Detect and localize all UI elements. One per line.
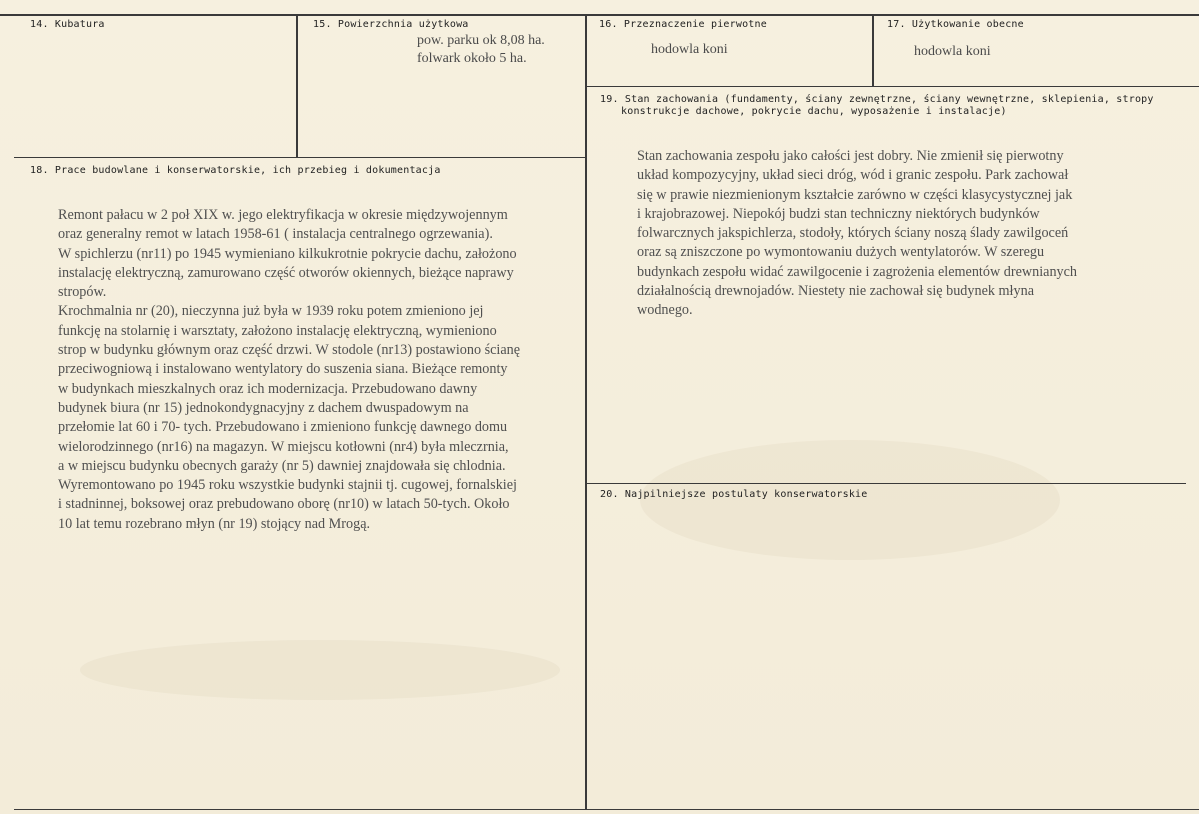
field-18-line: instalację elektryczną, zamurowano część otworów okiennych, bieżące naprawy bbox=[58, 264, 514, 281]
field-19-line: układ kompozycyjny, układ sieci dróg, wód i granic zespołu. Park zachował bbox=[637, 167, 1069, 184]
center-divider bbox=[585, 14, 587, 810]
field-20-label: 20. Najpilniejsze postulaty konserwatorskie bbox=[600, 489, 868, 500]
field-15-value-line1: pow. parku ok 8,08 ha. bbox=[417, 33, 545, 48]
field-18-line: Remont pałacu w 2 poł XIX w. jego elektryfikacja w okresie międzywojennym bbox=[58, 207, 508, 223]
field-15-value-line2: folwark około 5 ha. bbox=[417, 51, 527, 66]
field-19-line: działalnością drewnojadów. Niestety nie zachował się budynek młyna bbox=[637, 283, 1034, 300]
field-18-line: i stadninnej, boksowej oraz prebudowano oborę (nr10) w latach 50-tych. Około bbox=[58, 496, 510, 513]
field-18-line: budynek biura (nr 15) jednokondygnacyjny z dachem dwuspadowym na bbox=[58, 399, 469, 416]
field-18-line: oraz generalny remot w latach 1958-61 ( instalacja centralnego ogrzewania). bbox=[58, 226, 493, 243]
row-divider-left bbox=[14, 157, 586, 158]
row-divider-19-20 bbox=[586, 483, 1186, 484]
field-15-label: 15. Powierzchnia użytkowa bbox=[313, 19, 469, 30]
field-18-line: a w miejscu budynku obecnych garaży (nr 5) dawniej znajdowała się chlodnia. bbox=[58, 457, 506, 474]
field-17-value: hodowla koni bbox=[914, 44, 991, 59]
field-18-line: w budynkach mieszkalnych oraz ich modernizacja. Przebudowano dawny bbox=[58, 380, 478, 397]
field-18-line: stropów. bbox=[58, 284, 107, 301]
field-18-line: W spichlerzu (nr11) po 1945 wymieniano kilkukrotnie pokrycie dachu, założono bbox=[58, 245, 517, 262]
field-19-line: Stan zachowania zespołu jako całości jest dobry. Nie zmienił się pierwotny bbox=[637, 148, 1064, 164]
field-19-label-line1: 19. Stan zachowania (fundamenty, ściany zewnętrzne, ściany wewnętrzne, sklepienia, stropy bbox=[600, 94, 1154, 105]
field-19-line: i krajobrazowej. Niepokój budzi stan techniczny niektórych budynków bbox=[637, 205, 1040, 222]
field-18-line: Wyremontowano po 1945 roku wszystkie budynki stajnii tj. cugowej, fornalskiej bbox=[58, 477, 517, 494]
field-19-line: folwarcznych jakspichlerza, stodoły, których ściany noszą ślady zawilgoceń bbox=[637, 225, 1069, 242]
field-18-line: 10 lat temu rozebrano młyn (nr 19) stojący nad Mrogą. bbox=[58, 515, 371, 532]
field-19-label-line2: konstrukcje dachowe, pokrycie dachu, wyposażenie i instalacje) bbox=[621, 106, 1007, 117]
field-18-line: Krochmalnia nr (20), nieczynna już była w 1939 roku potem zmieniono jej bbox=[58, 303, 484, 320]
field-14-label: 14. Kubatura bbox=[30, 19, 105, 30]
field-17-label: 17. Użytkowanie obecne bbox=[887, 19, 1024, 30]
top-border bbox=[0, 14, 1199, 16]
field-18-line: przełomie lat 60 i 70- tych. Przebudowano i zmieniono funkcję dawnego domu bbox=[58, 419, 508, 436]
field-19-line: oraz są zniszczone po wymontowaniu dużych wentylatorów. W szeregu bbox=[637, 244, 1045, 261]
field-18-line: przeciwogniową i instalowano wentylatory do suszenia siana. Bieżące remonty bbox=[58, 361, 508, 378]
field-19-line: budynkach zespołu widać zawilgocenie i zagrożenia elementów drewnianych bbox=[637, 263, 1078, 280]
field-18-label: 18. Prace budowlane i konserwatorskie, ich przebieg i dokumentacja bbox=[30, 165, 441, 176]
field-19-text bbox=[637, 147, 1129, 321]
field-16-value: hodowla koni bbox=[651, 42, 728, 57]
row-divider-right bbox=[586, 86, 1199, 87]
field-18-line: wielorodzinnego (nr16) na magazyn. W miejscu kotłowni (nr4) była mleczrnia, bbox=[58, 438, 509, 455]
field-19-line: wodnego. bbox=[637, 302, 693, 319]
field-18-text bbox=[58, 206, 570, 534]
bottom-border bbox=[14, 809, 1199, 810]
field-18-line: funkcję na stolarnię i warsztaty, założono instalację elektryczną, wymieniono bbox=[58, 322, 497, 339]
field-18-line: strop w budynku głównym oraz część drzwi. W stodole (nr13) postawiono ścianę bbox=[58, 342, 521, 359]
field-16-label: 16. Przeznaczenie pierwotne bbox=[599, 19, 767, 30]
field-19-line: się w prawie niezmienionym kształcie zarówno w części klasycystycznej jak bbox=[637, 186, 1073, 203]
divider-14-15 bbox=[296, 14, 298, 157]
paper-stain bbox=[640, 440, 1060, 560]
paper-stain bbox=[80, 640, 560, 700]
divider-16-17 bbox=[872, 14, 874, 86]
